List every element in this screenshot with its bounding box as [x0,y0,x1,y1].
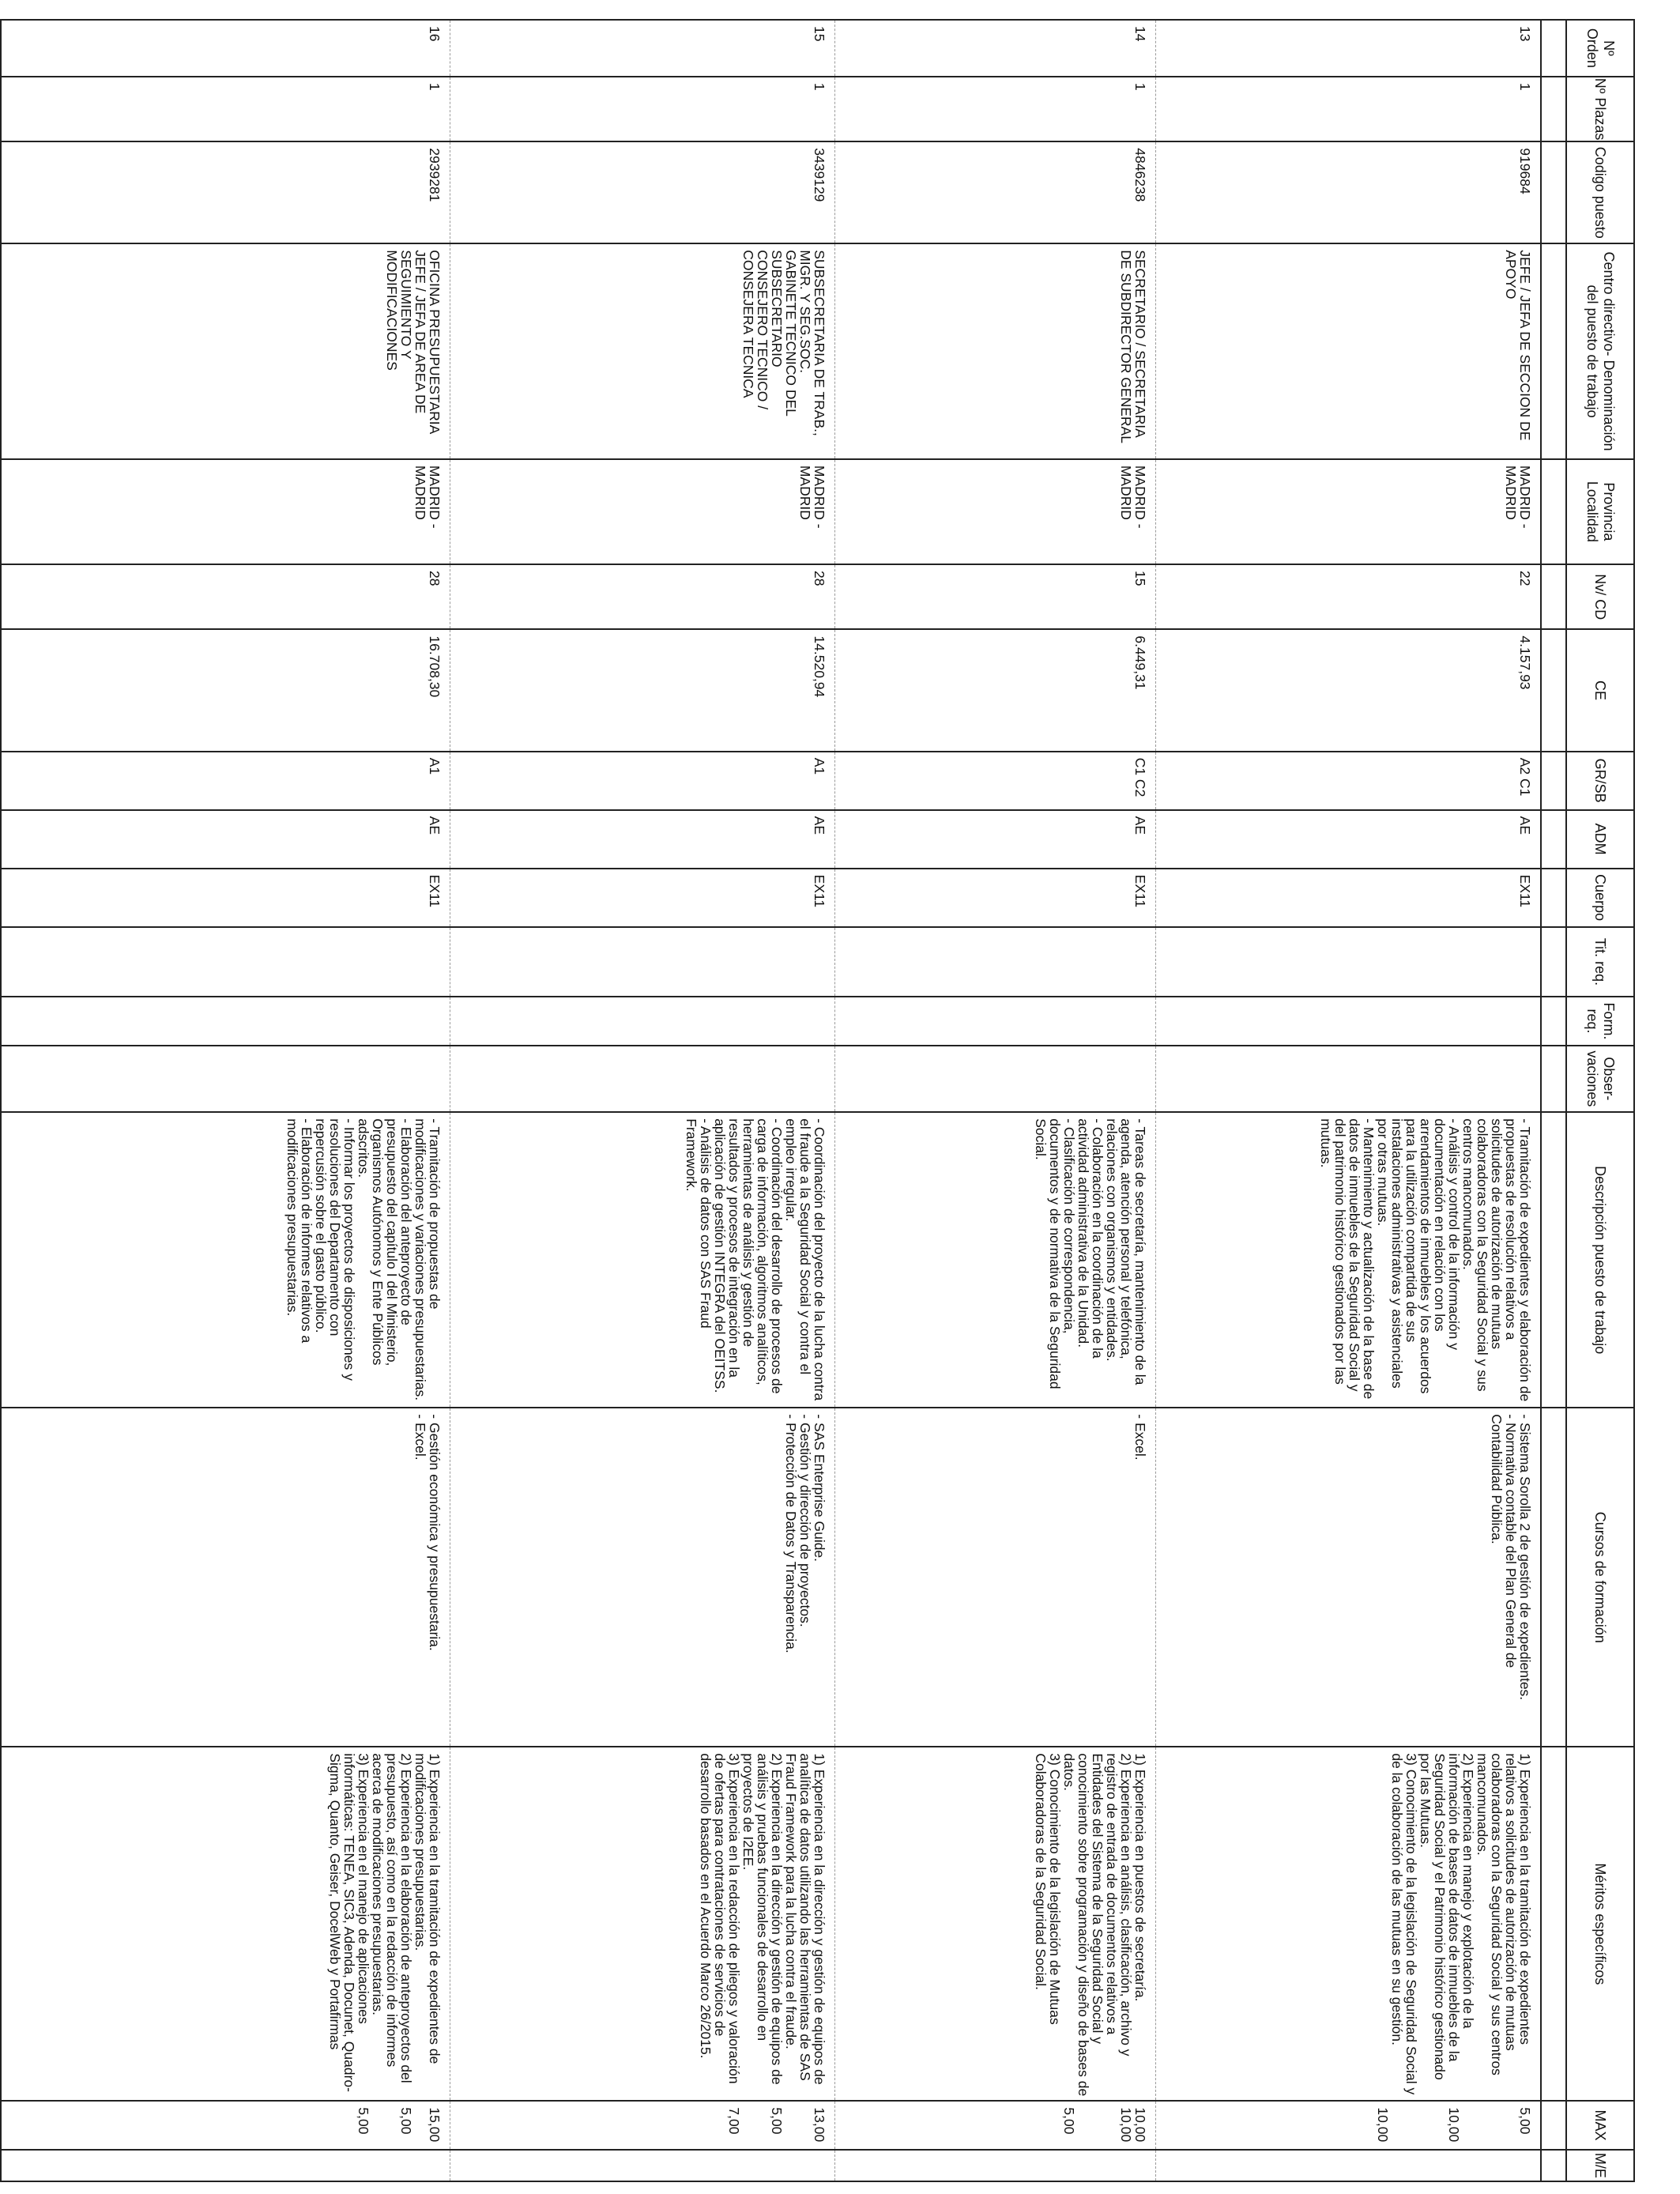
denominacion: JEFE / JEFA DE AREA DE SEGUIMIENTO Y MODIFICACIONES [383,250,428,414]
meritos-cell: 1) Experiencia en la tramitación de expedientes relativos a solicitudes de autorización de mutuas colaboradoras con la Seguridad Social y sus centros mancomunados. 2) Experiencia en manejo y explotación de la información de bases de datos de inmuebles de la Seguridad Social y el Patrimonio histórico gestionado por las Mutuas. 3) Conocimiento de la legislación de Seguridad Social y de la colaboración de las mutuas en su gestión. [1155,1747,1540,2101]
codigo-cell: 4846238 [834,141,1155,243]
table-row [1155,20,1540,2181]
centro-cell [834,243,1155,459]
header-spacer-row [1541,20,1566,2181]
ce-cell: 14.520,94 [450,629,834,751]
max-cell: 15,00 5,00 5,00 [1,2101,450,2149]
cursos-cell: - Excel. [834,1408,1155,1747]
meritos-cell: 1) Experiencia en la tramitación de expedientes de modificaciones presupuestarias. 2) Experiencia en la elaboración de anteproyectos del presupuesto, así como en la redacción de informes acerca de modificaciones presupuestarias. 3) Experiencia en el manejo de aplicaciones informáticas: TENEA, SIC3, Adenda, Docunet, Quadro-Sigma, Quanto, Geiser, DocelWeb y Portafirmas [1,1747,450,2101]
orden-cell: 15 [450,20,834,77]
cuerpo-cell: EX11 [1155,869,1540,927]
observaciones-cell [1155,1046,1540,1113]
nivel-cell: 28 [450,564,834,629]
max-cell: 10,00 10,00 5,00 [834,2101,1155,2149]
job-positions-table [0,19,1635,2182]
ce-cell: 6.449,31 [834,629,1155,751]
me-cell [1,2150,450,2181]
col-header-max: MAX [1566,2101,1634,2149]
observaciones-cell [450,1046,834,1113]
col-header-codigo: Codigo puesto [1566,141,1634,243]
grupo-cell: C1 C2 [834,752,1155,810]
orden-cell: 13 [1155,20,1540,77]
provincia-cell: MADRID - MADRID [834,459,1155,564]
titulacion-cell [1,927,450,997]
denominacion: SECRETARIO / SECRETARIA DE SUBDIRECTOR GENERAL [1117,250,1148,443]
cursos-cell: - Sistema Sorolla 2 de gestión de expedientes. - Normativa contable del Plan General de Contabilidad Pública. [1155,1408,1540,1747]
cuerpo-cell: EX11 [1,869,450,927]
col-header-orden: Nº Orden [1566,20,1634,77]
col-header-titulacion: Tit. req. [1566,927,1634,997]
meritos-cell: 1) Experiencia en puestos de secretaría. 2) Experiencia en análisis, clasificación, archivo y registro de entrada de documentos relativos a Entidades del Sistema de la Seguridad Social y conocimiento sobre programación y diseño de bases de datos. 3) Conocimiento de la legislación de Mutuas Colaboradoras de la Seguridad Social. [834,1747,1155,2101]
descripcion-cell: - Tramitación de expedientes y elaboración de propuestas de resolución relativos a solicitudes de autorización de mutuas colaboradoras con la Seguridad Social y sus centros mancomunados. - Análisis y control de la información y documentación en relación con los arrendamientos de inmuebles y los acuerdos para la utilización compartida de sus instalaciones administrativas y asistenciales por otras mutuas. - Mantenimiento y actualización de la base de datos de inmuebles de la Seguridad Social y del patrimonio histórico gestionados por las mutuas. [1155,1112,1540,1408]
cuerpo-cell: EX11 [450,869,834,927]
denominacion: JEFE / JEFA DE SECCION DE APOYO [1502,250,1533,441]
nivel-cell: 15 [834,564,1155,629]
cursos-cell: - Gestión económica y presupuestaria. - Excel. [1,1408,450,1747]
provincia-cell: MADRID - MADRID [1155,459,1540,564]
col-header-grupo: GR/SB [1566,752,1634,810]
table-row [1,20,450,2181]
col-header-formacion: Form. req. [1566,997,1634,1045]
adm-cell: AE [834,810,1155,869]
max-cell: 5,00 10,00 10,00 [1155,2101,1540,2149]
observaciones-cell [834,1046,1155,1113]
plazas-cell: 1 [834,77,1155,141]
col-header-nivel: Nv/ CD [1566,564,1634,629]
plazas-cell: 1 [1155,77,1540,141]
orden-cell: 16 [1,20,450,77]
plazas-cell: 1 [1,77,450,141]
nivel-cell: 22 [1155,564,1540,629]
col-header-plazas: Nº Plazas [1566,77,1634,141]
titulacion-cell [1155,927,1540,997]
max-cell: 13,00 5,00 7,00 [450,2101,834,2149]
col-header-me: M/E [1566,2150,1634,2181]
adm-cell: AE [1155,810,1540,869]
cursos-cell: - SAS Enterprise Guide. - Gestión y dirección de proyectos. - Protección de Datos y Transparencia. [450,1408,834,1747]
formacion-cell [834,997,1155,1045]
orden-cell: 14 [834,20,1155,77]
descripcion-cell: - Tareas de secretaría, mantenimiento de la agenda, atención personal y telefónica, relaciones con organismos y entidades. - Colaboración en la coordinación de la actividad administrativa de la Unidad. - Clasificación de correspondencia, documentos y de normativa de la Seguridad Social. [834,1112,1155,1408]
codigo-cell: 3439129 [450,141,834,243]
descripcion-cell: - Coordinación del proyecto de la lucha contra el fraude a la Seguridad Social y contra el empleo irregular. - Coordinación del desarrollo de procesos de carga de información, algoritmos analíticos, herramientas de análisis y gestión de resultados y procesos de integración en la aplicación de gestión INTEGRA del OEITSS. - Análisis de datos con SAS Fraud Framework. [450,1112,834,1408]
ce-cell: 16.708,30 [1,629,450,751]
me-cell [450,2150,834,2181]
me-cell [1155,2150,1540,2181]
codigo-cell: 2939281 [1,141,450,243]
grupo-cell: A1 [450,752,834,810]
col-header-adm: ADM [1566,810,1634,869]
nivel-cell: 28 [1,564,450,629]
formacion-cell [1155,997,1540,1045]
centro-directivo: OFICINA PRESUPUESTARIA [426,250,443,435]
titulacion-cell [450,927,834,997]
col-header-cuerpo: Cuerpo [1566,869,1634,927]
provincia-cell: MADRID - MADRID [1,459,450,564]
col-header-descripcion: Descripción puesto de trabajo [1566,1112,1634,1408]
centro-cell [1,243,450,459]
table-row [450,20,834,2181]
col-header-ce: CE [1566,629,1634,751]
me-cell [834,2150,1155,2181]
centro-cell [1155,243,1540,459]
grupo-cell: A1 [1,752,450,810]
provincia-cell: MADRID - MADRID [450,459,834,564]
adm-cell: AE [450,810,834,869]
cuerpo-cell: EX11 [834,869,1155,927]
denominacion: CONSEJERO TECNICO / CONSEJERA TECNICA [740,250,770,410]
formacion-cell [450,997,834,1045]
formacion-cell [1,997,450,1045]
ce-cell: 4.157,93 [1155,629,1540,751]
centro-cell [450,243,834,459]
grupo-cell: A2 C1 [1155,752,1540,810]
header-row [1566,20,1634,2181]
plazas-cell: 1 [450,77,834,141]
titulacion-cell [834,927,1155,997]
descripcion-cell: - Tramitación de propuestas de modificaciones y variaciones presupuestarias. - Elaboración del anteproyecto de presupuesto del capítulo I del Ministerio, Organismos Autónomos y Ente Públicos adscritos. - Informar los proyectos de disposiciones y resoluciones del Departamento con repercusión sobre el gasto público. - Elaboración de informes relativos a modificaciones presupuestarias. [1,1112,450,1408]
meritos-cell: 1) Experiencia en la dirección y gestión de equipos de analítica de datos utilizando las herramientas de SAS Fraud Framework para la lucha contra el fraude. 2) Experiencia en la dirección y gestión de equipos de análisis y pruebas funcionales de desarrollo en proyectos de I2EE. 3) Experiencia en la redacción de pliegos y valoración de ofertas para contrataciones de servicios de desarrollo basados en el Acuerdo Marco 26/2015. [450,1747,834,2101]
col-header-provincia: Provincia Localidad [1566,459,1634,564]
col-header-centro: Centro directivo- Denominación del puesto de trabajo [1566,243,1634,459]
codigo-cell: 919684 [1155,141,1540,243]
adm-cell: AE [1,810,450,869]
col-header-cursos: Cursos de formación [1566,1408,1634,1747]
col-header-observaciones: Obser- vaciones [1566,1046,1634,1113]
centro-directivo: SUBSECRETARIA DE TRAB., MIGR. Y SEG.SOC. GABINETE TECNICO DEL SUBSECRETARIO [768,250,827,436]
observaciones-cell [1,1046,450,1113]
table-row [834,20,1155,2181]
col-header-meritos: Méritos específicos [1566,1747,1634,2101]
